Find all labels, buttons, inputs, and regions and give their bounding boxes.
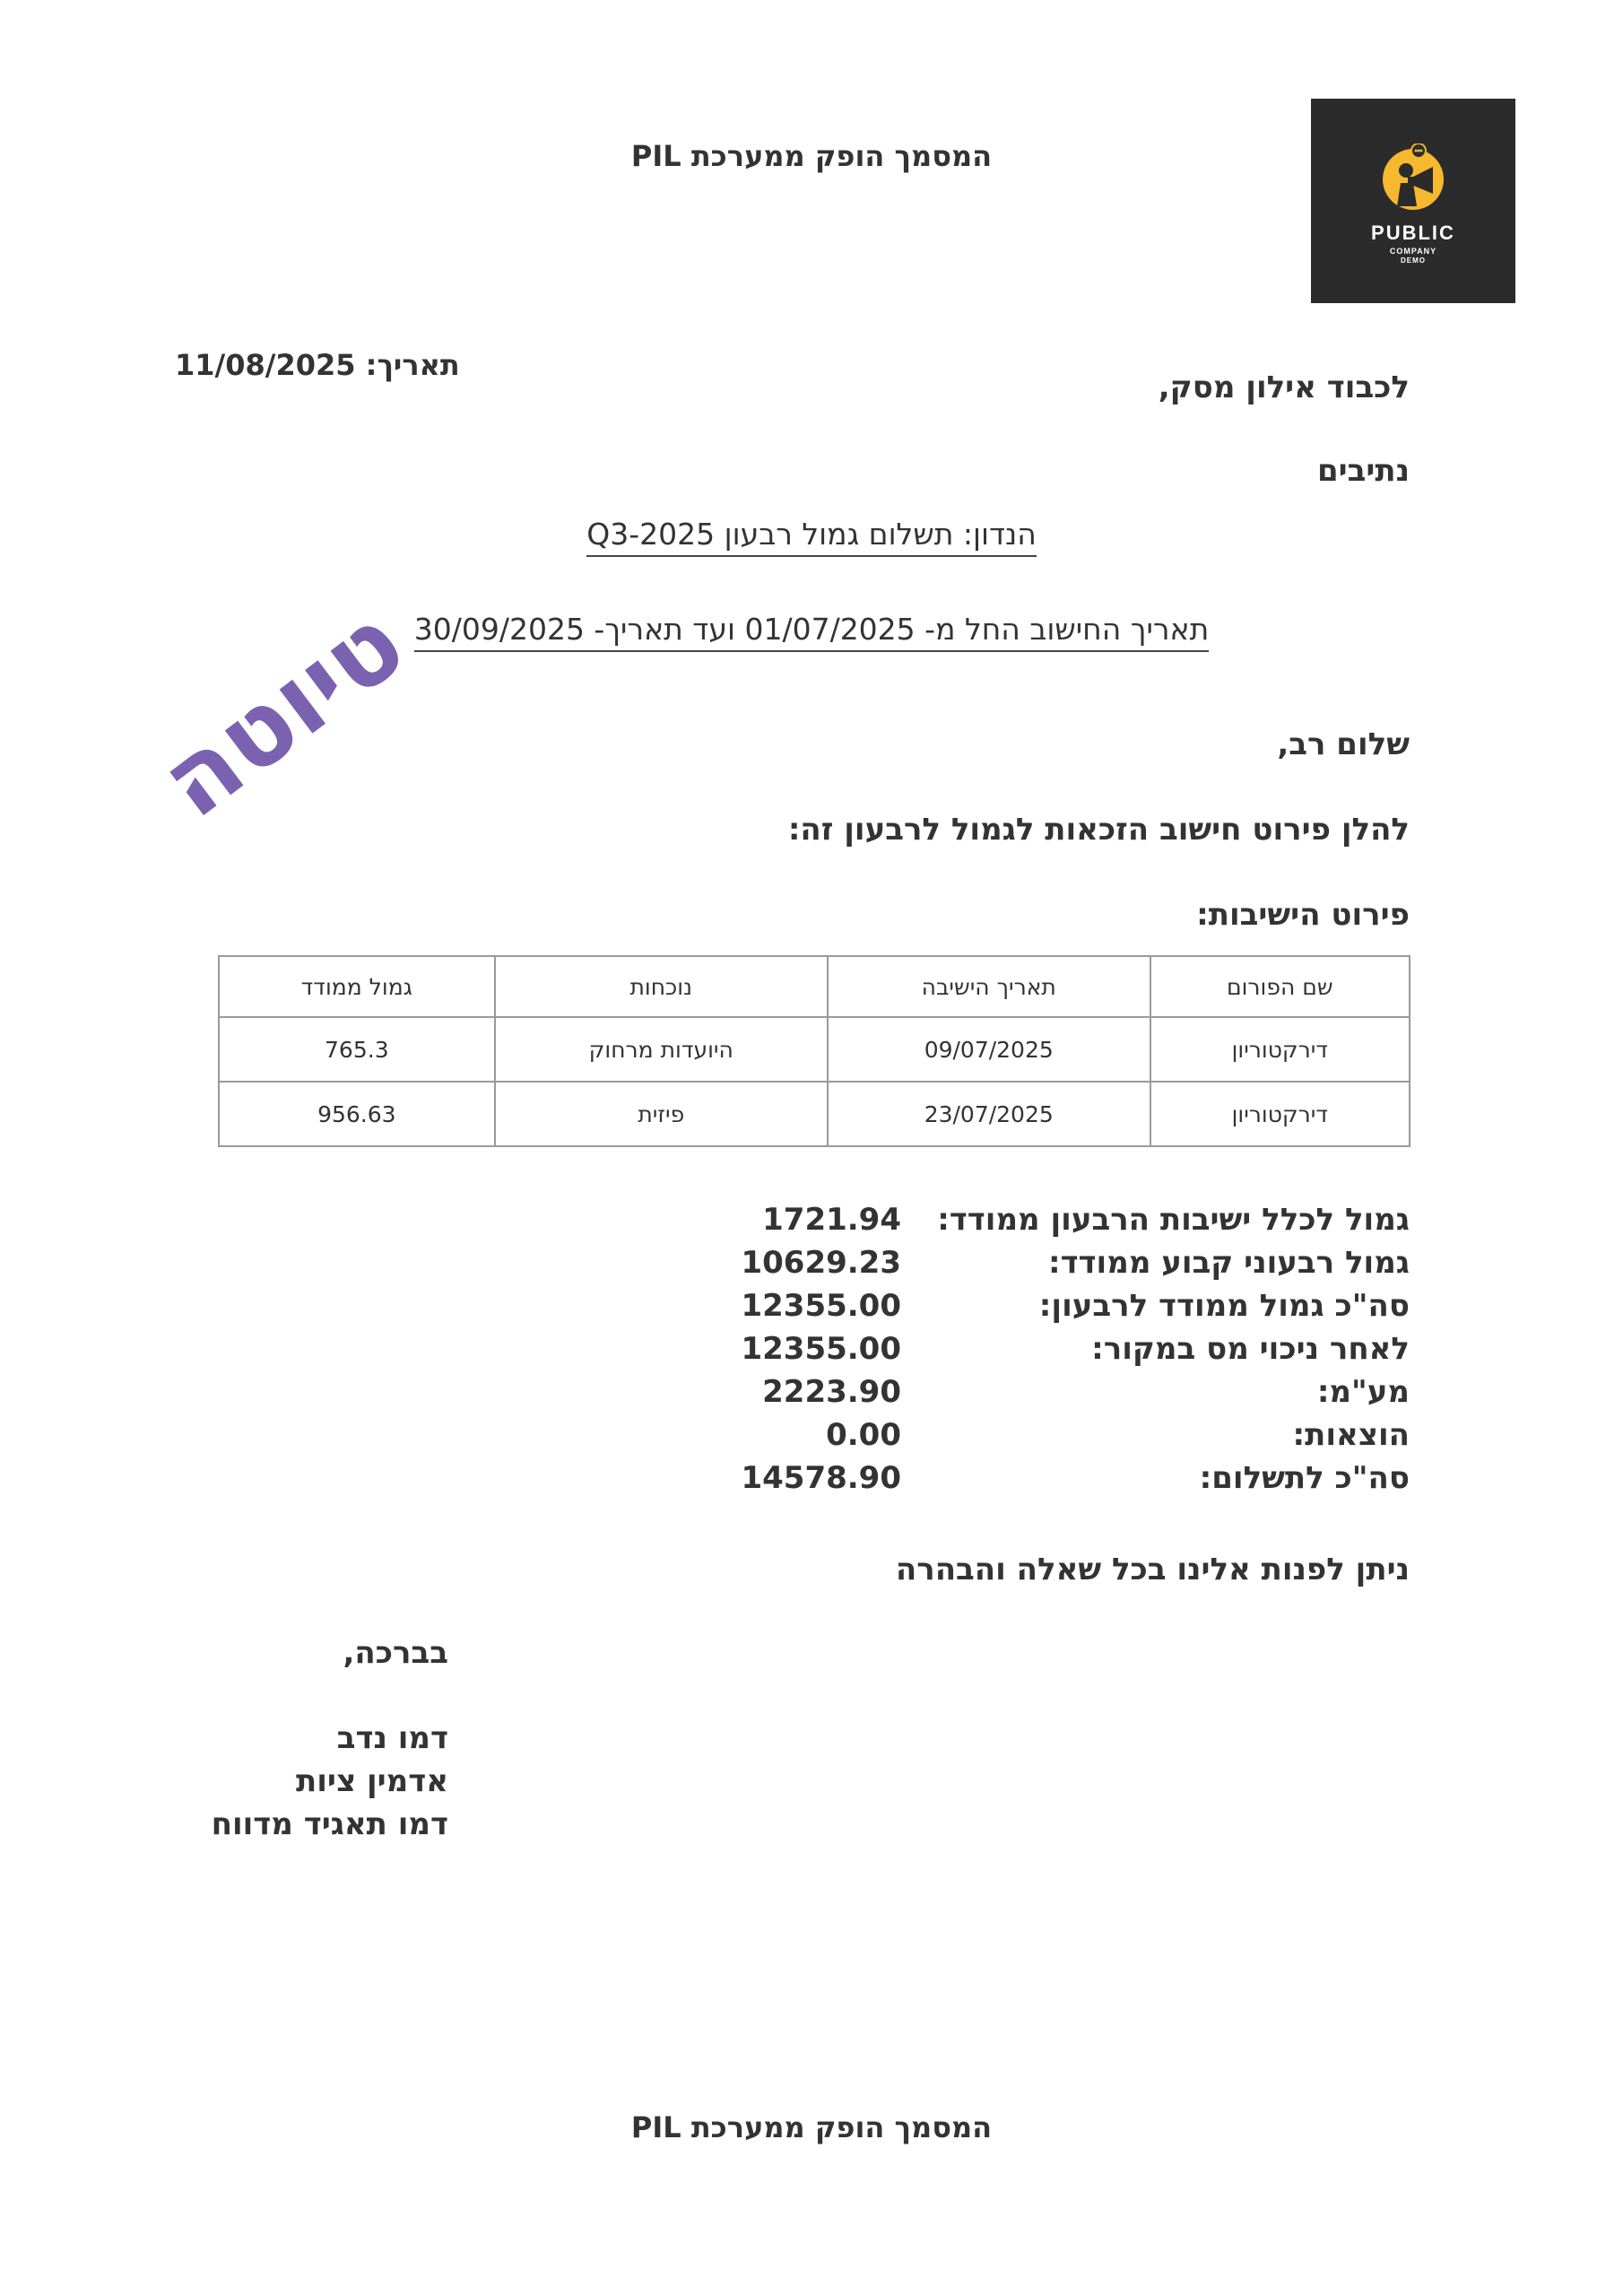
summary-value: 1721.94 bbox=[762, 1202, 901, 1238]
table-row bbox=[219, 1082, 1410, 1146]
column-header: גמול ממודד bbox=[219, 956, 495, 1017]
table-header-row bbox=[219, 956, 1410, 1017]
table-cell: 765.3 bbox=[219, 1017, 495, 1082]
intro-text: להלן פירוט חישוב הזכאות לגמול לרבעון זה: bbox=[787, 812, 1410, 848]
logo-subword: COMPANY bbox=[1389, 247, 1437, 256]
summary-label: סה"כ לתשלום: bbox=[1199, 1460, 1410, 1496]
summary-label: סה"כ גמול ממודד לרבעון: bbox=[1038, 1288, 1410, 1324]
summary-label: גמול לכלל ישיבות הרבעון ממודד: bbox=[937, 1202, 1410, 1238]
summary-value: 12355.00 bbox=[741, 1331, 901, 1367]
column-header: נוכחות bbox=[495, 956, 828, 1017]
signer-name: דמו נדב bbox=[336, 1720, 448, 1756]
subject-line: הנדון: תשלום גמול רבעון Q3-2025 bbox=[0, 517, 1623, 552]
table-cell: דירקטוריון bbox=[1150, 1017, 1410, 1082]
table-cell: היועדות מרחוק bbox=[495, 1017, 828, 1082]
recipient: לכבוד אילון מסק, bbox=[1158, 370, 1410, 405]
summary-label: הוצאות: bbox=[1292, 1417, 1410, 1453]
summary-value: 12355.00 bbox=[741, 1288, 901, 1324]
letter-date: תאריך: 11/08/2025 bbox=[175, 348, 460, 382]
summary-value: 2223.90 bbox=[762, 1374, 901, 1410]
logo-subword: DEMO bbox=[1401, 257, 1426, 265]
meetings-table bbox=[218, 955, 1410, 1147]
column-header: שם הפורום bbox=[1150, 956, 1410, 1017]
summary-value: 14578.90 bbox=[741, 1460, 901, 1496]
recipient-city: נתיבים bbox=[1316, 453, 1410, 489]
summary-label: גמול רבעוני קבוע ממודד: bbox=[1047, 1245, 1410, 1281]
table-cell: 956.63 bbox=[219, 1082, 495, 1146]
table-cell: 09/07/2025 bbox=[828, 1017, 1150, 1082]
closing-question: ניתן לפנות אלינו בכל שאלה והבהרה bbox=[895, 1552, 1410, 1587]
table-cell: 23/07/2025 bbox=[828, 1082, 1150, 1146]
summary-label: מע"מ: bbox=[1316, 1374, 1410, 1410]
regards: בברכה, bbox=[343, 1635, 448, 1671]
column-header: תאריך הישיבה bbox=[828, 956, 1150, 1017]
footer-text: המסמך הופק ממערכת PIL bbox=[630, 2110, 993, 2144]
signer-role: אדמין ציות bbox=[296, 1763, 448, 1799]
table-cell: פיזית bbox=[495, 1082, 828, 1146]
header-text: המסמך הופק ממערכת PIL bbox=[630, 139, 993, 173]
table-cell: דירקטוריון bbox=[1150, 1082, 1410, 1146]
summary-label: לאחר ניכוי מס במקור: bbox=[1091, 1331, 1410, 1367]
summary-value: 0.00 bbox=[826, 1417, 901, 1453]
signer-organization: דמו תאגיד מדווח bbox=[211, 1806, 448, 1842]
calculation-period: תאריך החישוב החל מ- 01/07/2025 ועד תאריך- 30/09/2025 bbox=[0, 612, 1623, 647]
summary-value: 10629.23 bbox=[741, 1245, 901, 1281]
table-row bbox=[219, 1017, 1410, 1082]
logo-word: PUBLIC bbox=[1371, 222, 1455, 244]
company-logo bbox=[1311, 99, 1515, 303]
greeting: שלום רב, bbox=[1277, 726, 1410, 762]
draft-watermark: טיוטה bbox=[140, 585, 426, 841]
megaphone-logo-icon bbox=[1381, 144, 1445, 215]
meetings-title: פירוט הישיבות: bbox=[1196, 897, 1410, 933]
